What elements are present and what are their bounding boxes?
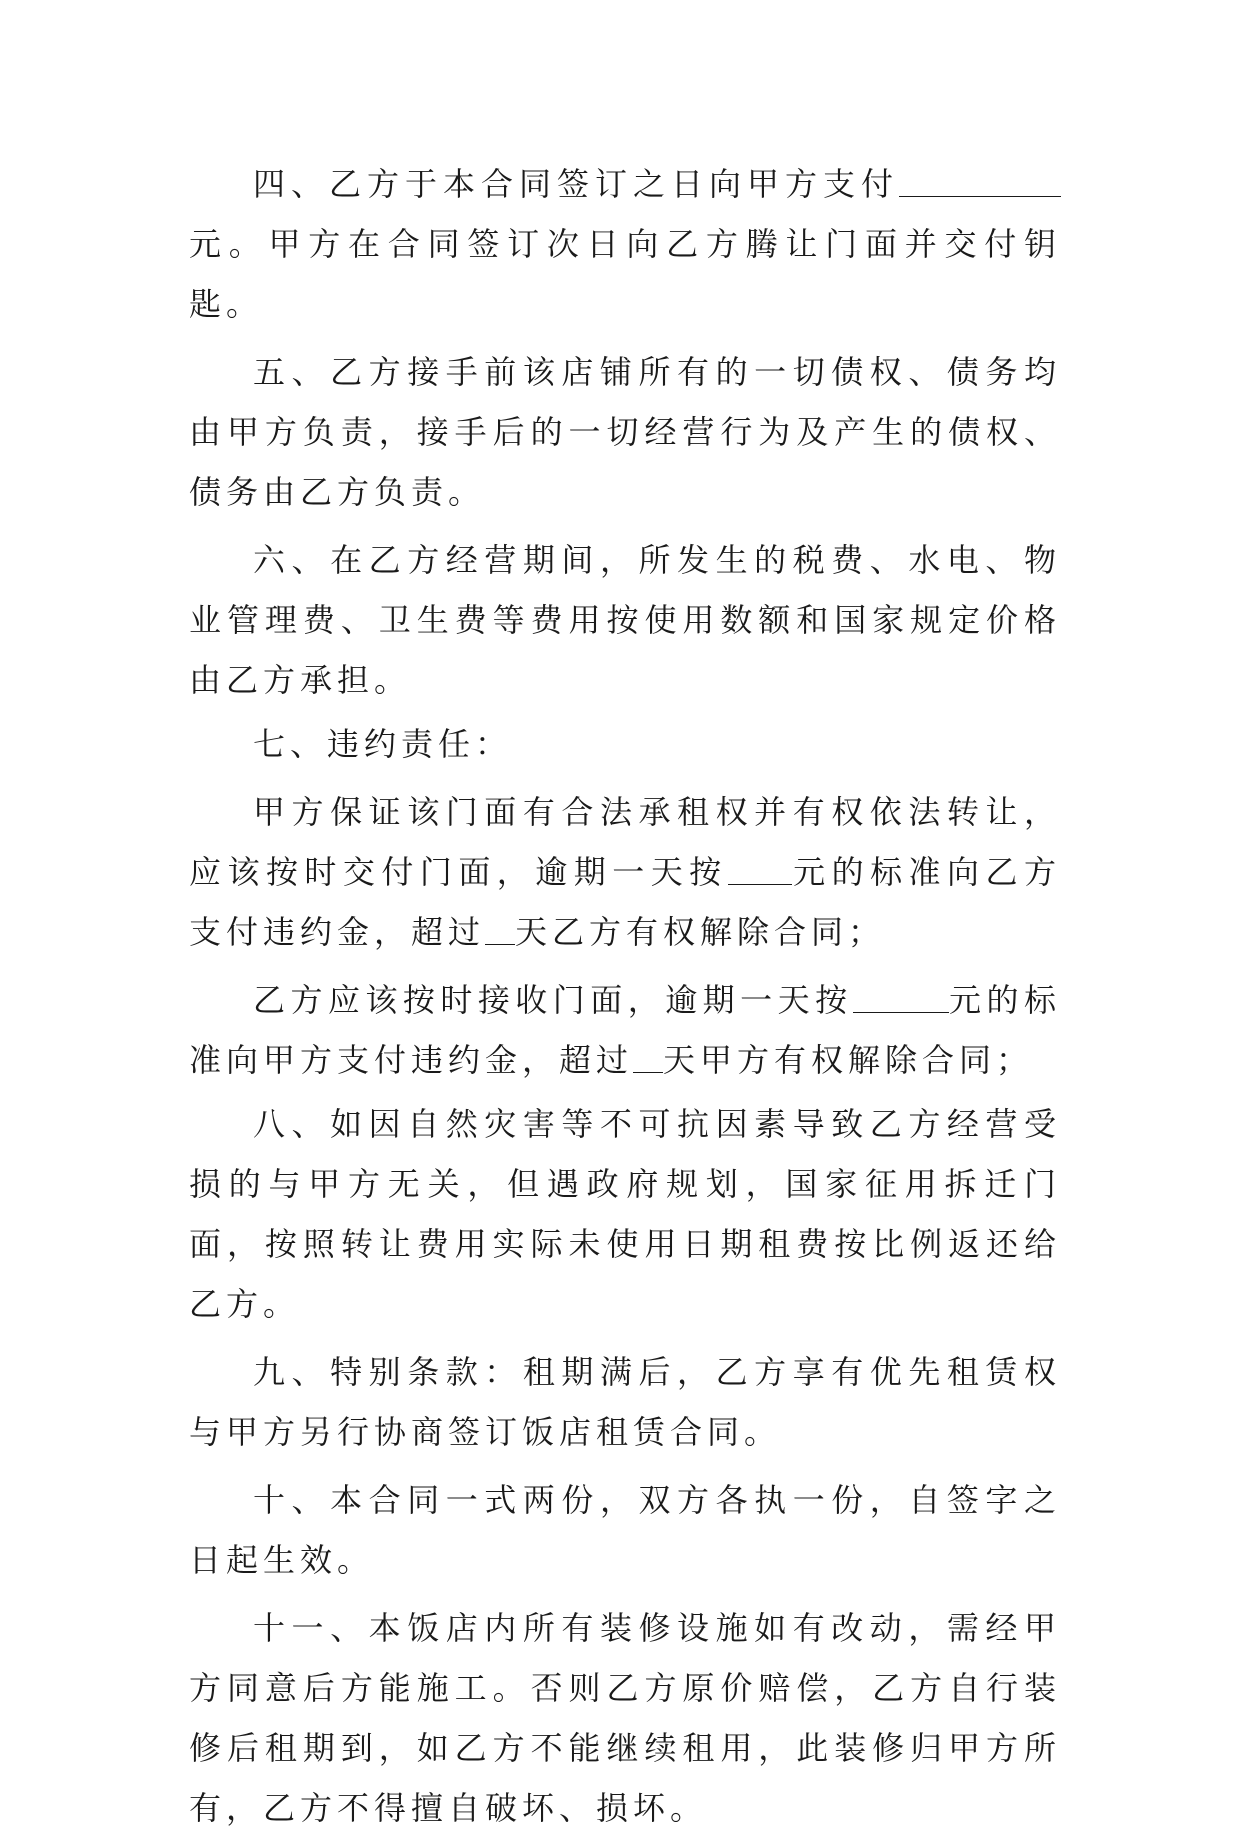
- clause-7-party-a-text-2: 元的标准向乙方支付违约金，超过: [189, 853, 1061, 951]
- clause-4-text-before: 四、乙方于本合同签订之日向甲方支付: [253, 165, 899, 203]
- clause-5: 五、乙方接手前该店铺所有的一切债权、债务均由甲方负责，接手后的一切经营行为及产生的债权、债务由乙方负责。: [189, 353, 1061, 511]
- clause-8: 八、如因自然灾害等不可抗因素导致乙方经营受损的与甲方无关，但遇政府规划，国家征用拆迁门面，按照转让费用实际未使用日期租费按比例返还给乙方。: [189, 1105, 1061, 1323]
- party-b-days-blank: [633, 1071, 663, 1073]
- clause-11: 十一、本饭店内所有装修设施如有改动，需经甲方同意后方能施工。否则乙方原价赔偿，乙方自行装修后租期到，如乙方不能继续租用，此装修归甲方所有，乙方不得擅自破坏、损坏。: [189, 1609, 1061, 1827]
- party-a-penalty-blank: [728, 883, 792, 885]
- clause-10: 十、本合同一式两份，双方各执一份，自签字之日起生效。: [189, 1481, 1061, 1579]
- clause-7-party-a: [189, 782, 1061, 962]
- clause-7-party-b: [189, 970, 1061, 1090]
- clause-4-text-after: 元。甲方在合同签订次日向乙方腾让门面并交付钥匙。: [189, 225, 1061, 323]
- clause-6: 六、在乙方经营期间，所发生的税费、水电、物业管理费、卫生费等费用按使用数额和国家规定价格由乙方承担。: [189, 541, 1061, 699]
- clause-7-party-b-text-1: 乙方应该按时接收门面，逾期一天按: [253, 981, 853, 1019]
- clause-4: [189, 154, 1061, 334]
- clause-7-party-a-text-3: 天乙方有权解除合同；: [515, 913, 886, 951]
- document-page: [189, 154, 1061, 1838]
- clause-7-party-a-text-1: 甲方保证该门面有合法承租权并有权依法转让，应该按时交付门面，逾期一天按: [189, 793, 1061, 891]
- clause-7-heading: 七、违约责任：: [253, 725, 513, 763]
- clause-9: 九、特别条款：租期满后，乙方享有优先租赁权与甲方另行协商签订饭店租赁合同。: [189, 1353, 1061, 1451]
- payment-amount-blank: [899, 195, 1061, 197]
- party-a-days-blank: [485, 943, 515, 945]
- clause-7-party-b-text-3: 天甲方有权解除合同；: [663, 1041, 1034, 1079]
- clause-7-party-b-text-2: 元的标准向甲方支付违约金，超过: [189, 981, 1061, 1079]
- party-b-penalty-blank: [853, 1011, 949, 1013]
